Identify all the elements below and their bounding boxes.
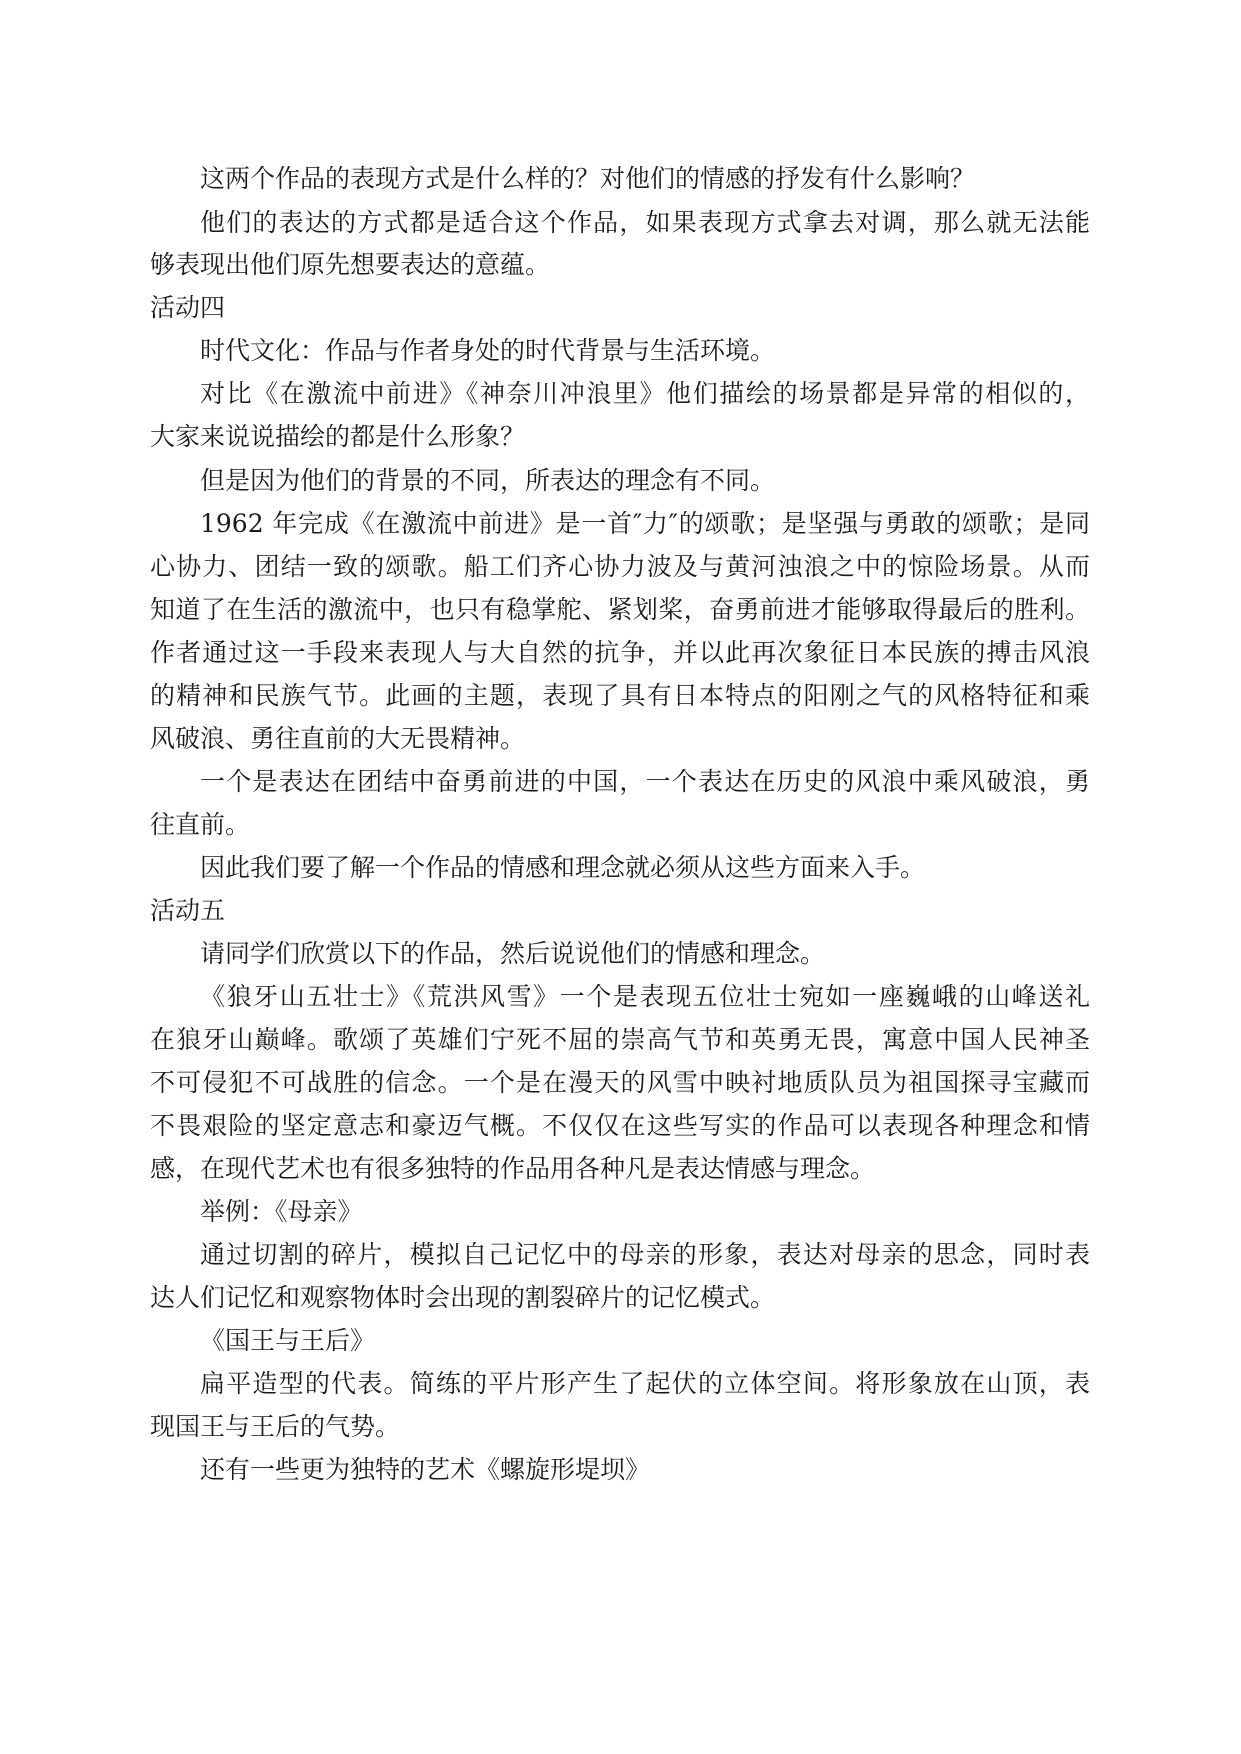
paragraph-line: 感，在现代艺术也有很多独特的作品用各种凡是表达情感与理念。 [150,1154,876,1183]
paragraph-line: 风破浪、勇往直前的大无畏精神。 [150,724,526,753]
paragraph-line: 1962 年完成《在激流中前进》是一首″力″的颂歌；是坚强与勇敢的颂歌；是同 [200,509,1090,538]
paragraph-line: 他们的表达的方式都是适合这个作品，如果表现方式拿去对调，那么就无法能 [200,208,1090,237]
paragraph-line: 通过切割的碎片，模拟自己记忆中的母亲的形象，表达对母亲的思念，同时表 [200,1240,1090,1269]
paragraph-line: 举例：《母亲》 [200,1197,363,1226]
paragraph-line: 《狼牙山五壮士》《荒洪风雪》一个是表现五位壮士宛如一座巍峨的山峰送礼 [200,982,1090,1011]
paragraph-line: 因此我们要了解一个作品的情感和理念就必须从这些方面来入手。 [200,853,926,882]
paragraph-line: 知道了在生活的激流中，也只有稳掌舵、紧划桨，奋勇前进才能够取得最后的胜利。 [150,595,1090,624]
paragraph-line: 往直前。 [150,810,251,839]
section-heading: 活动四 [150,293,226,322]
paragraph-line: 《国王与王后》 [200,1326,376,1355]
paragraph-line: 达人们记忆和观察物体时会出现的割裂碎片的记忆模式。 [150,1283,776,1312]
paragraph-line: 扁平造型的代表。简练的平片形产生了起伏的立体空间。将形象放在山顶，表 [200,1369,1090,1398]
paragraph-line: 不可侵犯不可战胜的信念。一个是在漫天的风雪中映衬地质队员为祖国探寻宝藏而 [150,1068,1090,1097]
paragraph-line: 的精神和民族气节。此画的主题，表现了具有日本特点的阳刚之气的风格特征和乘 [150,681,1090,710]
paragraph-line: 一个是表达在团结中奋勇前进的中国，一个表达在历史的风浪中乘风破浪，勇 [200,767,1090,796]
paragraph-line: 心协力、团结一致的颂歌。船工们齐心协力波及与黄河浊浪之中的惊险场景。从而 [150,552,1090,581]
paragraph-line: 时代文化：作品与作者身处的时代背景与生活环境。 [200,336,776,365]
paragraph-line: 不畏艰险的坚定意志和豪迈气概。不仅仅在这些写实的作品可以表现各种理念和情 [150,1111,1090,1140]
paragraph-line: 现国王与王后的气势。 [150,1412,401,1441]
paragraph-line: 够表现出他们原先想要表达的意蕴。 [150,250,551,279]
paragraph-line: 在狼牙山巅峰。歌颂了英雄们宁死不屈的崇高气节和英勇无畏，寓意中国人民神圣 [150,1025,1090,1054]
paragraph-line: 对比《在激流中前进》《神奈川冲浪里》他们描绘的场景都是异常的相似的， [200,379,1090,408]
paragraph-line: 作者通过这一手段来表现人与大自然的抗争，并以此再次象征日本民族的搏击风浪 [150,638,1090,667]
section-heading: 活动五 [150,896,226,925]
paragraph-line: 大家来说说描绘的都是什么形象？ [150,422,526,451]
paragraph-line: 这两个作品的表现方式是什么样的？对他们的情感的抒发有什么影响？ [200,164,976,193]
paragraph-line: 请同学们欣赏以下的作品，然后说说他们的情感和理念。 [200,939,826,968]
paragraph-line: 但是因为他们的背景的不同，所表达的理念有不同。 [200,466,776,495]
paragraph-line: 还有一些更为独特的艺术《螺旋形堤坝》 [200,1455,651,1484]
